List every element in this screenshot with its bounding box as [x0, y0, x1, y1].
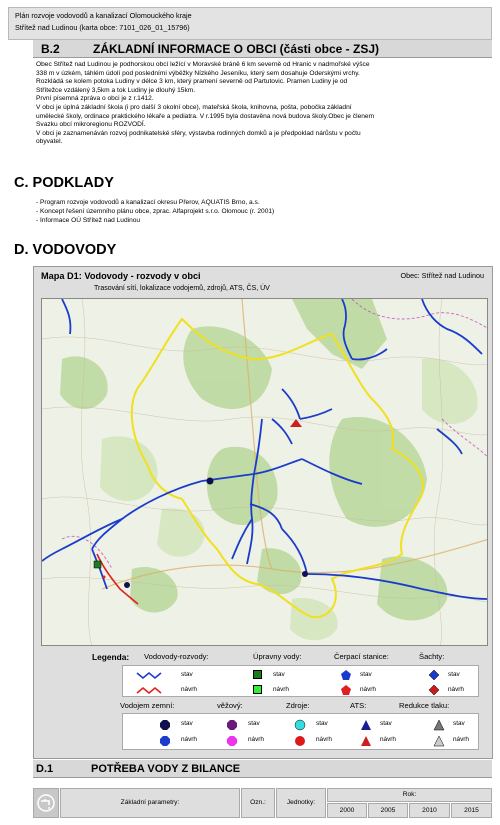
map-title: Mapa D1: Vodovody - rozvody v obci: [41, 271, 201, 281]
cs-navrh-icon: [340, 684, 352, 696]
vv-navrh-icon: [226, 735, 238, 747]
legend-vv-navrh: návrh: [248, 736, 264, 743]
legend-ats-navrh: návrh: [380, 736, 396, 743]
obec-info-line: V obci je úplná základní škola (i pro další 3 okolní obce), mateřská škola, knihovna, pošta, pobočka základní: [36, 103, 352, 111]
obec-info-line: Střítežce vzdálený 3,5km a tok Ludiny je dlouhý 15km.: [36, 86, 196, 94]
legend-cerpaci: Čerpací stanice:: [334, 652, 389, 661]
vz-navrh-icon: [159, 735, 171, 747]
sachta-navrh-icon: [428, 684, 440, 696]
legend-vodojem-zemni: Vodojem zemní:: [120, 701, 175, 710]
map-obec-label: Obec: Střítež nad Ludinou: [400, 271, 484, 280]
header-plan-title: Plán rozvoje vodovodů a kanalizací Olomouckého kraje: [15, 11, 192, 20]
obec-info-line: První písemná zpráva o obci je z r.1412.: [36, 95, 154, 103]
podklady-item: - Koncept řešení územního plánu obce, zprac. Alfaprojekt s.r.o. Olomouc (r. 2001): [36, 208, 275, 215]
legend-redukce: Redukce tlaku:: [399, 701, 450, 710]
section-d1-code: D.1: [36, 763, 54, 775]
document-header: [8, 7, 492, 40]
ats-stav-icon: [360, 719, 372, 731]
zdroj-navrh-icon: [294, 735, 306, 747]
legend-zdroje: Zdroje:: [286, 701, 310, 710]
section-b2-title: ZÁKLADNÍ INFORMACE O OBCI (části obce - ZSJ): [93, 42, 380, 56]
table-year-2010: 2010: [409, 803, 450, 818]
legend-vodovody-stav: stav: [181, 671, 193, 678]
map-panel: [33, 266, 493, 759]
section-d1-bar: [33, 760, 492, 778]
legend-cs-stav: stav: [360, 671, 372, 678]
uv-navrh-icon: [253, 685, 262, 694]
obec-info-line: Obec Střítež nad Ludinou je podhorskou obcí ležící v Moravské bráně 6 km severně od Hranic v nadmořské výšce: [36, 61, 370, 68]
legend-vezovy: věžový:: [217, 701, 243, 710]
legend-upravny: Úpravny vody:: [253, 652, 302, 661]
table-ozn-header: Ozn.:: [241, 788, 275, 818]
water-tap-icon: [33, 788, 59, 818]
legend-sachta-stav: stav: [448, 671, 460, 678]
legend-vz-stav: stav: [181, 720, 193, 727]
sachta-stav-icon: [428, 669, 440, 681]
map-drawing: [42, 299, 488, 646]
legend-sachty: Šachty:: [419, 652, 445, 661]
legend-red-stav: stav: [453, 720, 465, 727]
header-obec-card: Střítež nad Ludinou (karta obce: 7101_026_01_15796): [15, 23, 190, 32]
legend-ats: ATS:: [350, 701, 367, 710]
section-d-title: D. VODOVODY: [14, 242, 117, 258]
table-param-header: Základní parametry:: [60, 788, 240, 818]
legend-red-navrh: návrh: [453, 736, 469, 743]
red-navrh-icon: [433, 735, 445, 747]
ats-navrh-icon: [360, 735, 372, 747]
obec-info-line: umělecké školy, ordinace praktického lékaře a pediatra. V r.1995 byla dostavěna nová budova školy.Obec je členem: [36, 112, 375, 120]
legend-uv-navrh: návrh: [273, 686, 289, 693]
red-stav-icon: [433, 719, 445, 731]
section-b2-code: B.2: [41, 42, 60, 56]
table-jednotky-header: Jednotky:: [276, 788, 326, 818]
obec-info-text: [36, 61, 491, 147]
obec-info-line: 338 m v úzkém, táhlém údolí pod posledními výběžky Nízkého Jeseníku, který sem dosahuje Oderskými vrchy.: [36, 69, 360, 77]
potreba-table-header: [33, 788, 492, 818]
obec-info-line: obyvatel.: [36, 138, 63, 146]
legend-label: Legenda:: [92, 652, 130, 662]
table-year-2015: 2015: [451, 803, 492, 818]
obec-info-line: V obci je zaznamenáván rozvoj podnikatelské sféry, výstavba rodinných domků a je předpoklad nárůstu v počtu: [36, 129, 361, 137]
legend-box-1: [122, 665, 479, 697]
legend-zdroj-navrh: návrh: [316, 736, 332, 743]
legend-vodovody-navrh: návrh: [181, 686, 197, 693]
map-subtitle: Trasování sítí, lokalizace vodojemů, zdrojů, ATS, ČS, ÚV: [94, 285, 270, 292]
line-navrh-icon: [135, 685, 163, 695]
podklady-item: - Informace OÚ Střítež nad Ludinou: [36, 217, 141, 224]
vz-stav-icon: [159, 719, 171, 731]
legend-uv-stav: stav: [273, 671, 285, 678]
obec-info-line: Svazku obcí mikroregionu ROZVODÍ.: [36, 121, 146, 129]
legend-vodovody: Vodovody-rozvody:: [144, 652, 209, 661]
podklady-list: [36, 198, 274, 225]
line-stav-icon: [135, 670, 163, 680]
legend-vv-stav: stav: [248, 720, 260, 727]
section-c-title: C. PODKLADY: [14, 175, 114, 191]
legend-vz-navrh: návrh: [181, 736, 197, 743]
legend-cs-navrh: návrh: [360, 686, 376, 693]
vv-stav-icon: [226, 719, 238, 731]
table-year-2000: 2000: [327, 803, 367, 818]
legend-box-2: [122, 713, 479, 750]
section-b2-bar: [33, 40, 492, 58]
obec-info-line: Rozkládá se kolem potoka Ludiny v délce 3 km, který pramení severně od Partutovic. Pramen Ludiny je od: [36, 78, 348, 86]
legend-sachta-navrh: návrh: [448, 686, 464, 693]
legend-zdroj-stav: stav: [316, 720, 328, 727]
podklady-item: - Program rozvoje vodovodů a kanalizací okresu Přerov, AQUATIS Brno, a.s.: [36, 199, 260, 206]
uv-stav-icon: [253, 670, 262, 679]
water-network-map[interactable]: [41, 298, 488, 646]
legend-ats-stav: stav: [380, 720, 392, 727]
cs-stav-icon: [340, 669, 352, 681]
zdroj-stav-icon: [294, 719, 306, 731]
table-year-2005: 2005: [368, 803, 408, 818]
section-d1-title: POTŘEBA VODY Z BILANCE: [91, 763, 241, 775]
table-rok-header: Rok:: [327, 788, 492, 802]
